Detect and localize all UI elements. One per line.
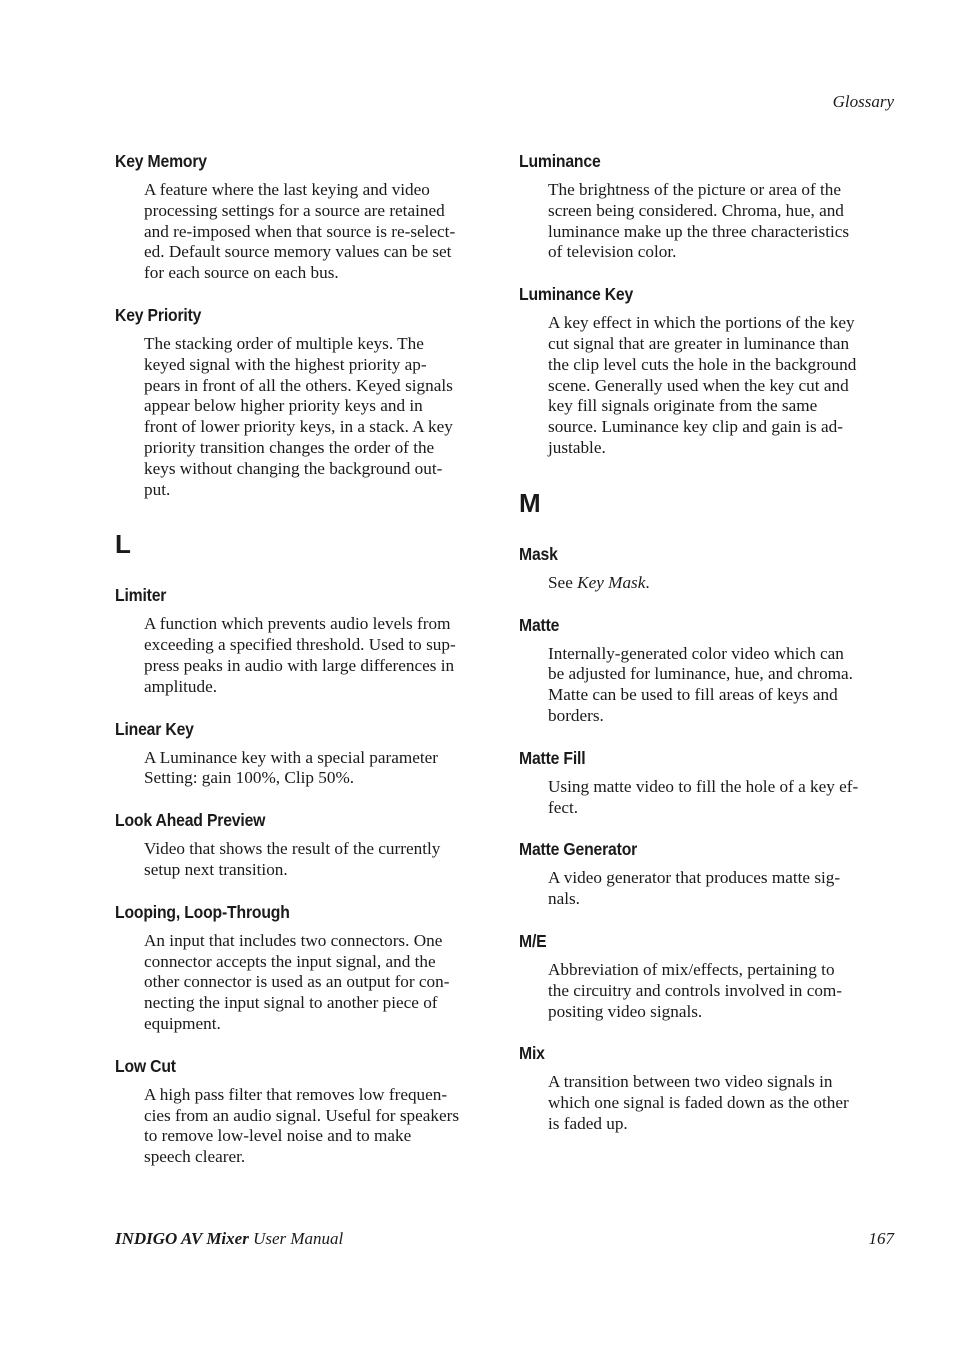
definition-suffix: . [645, 572, 650, 592]
glossary-entry [115, 900, 493, 1035]
glossary-term: Limiter [115, 585, 167, 606]
glossary-definition: A transition between two video signals in which one signal is faded down as the other is faded up. [548, 1072, 849, 1133]
glossary-term: Mask [519, 543, 558, 564]
glossary-term: Look Ahead Preview [115, 810, 266, 831]
glossary-definition: Using matte video to fill the hole of a key ef- fect. [548, 776, 859, 817]
glossary-definition: Internally-generated color video which can be adjusted for luminance, hue, and chroma. Matte can be used to fill areas of keys and borders. [548, 643, 853, 725]
glossary-column-right [519, 149, 897, 1154]
glossary-entry [519, 149, 897, 263]
glossary-definition: The stacking order of multiple keys. The keyed signal with the highest priority ap- pears in front of all the others. Keyed signals appear below higher priority keys and in front of lower priority keys, in a stack. A key priority transition changes the order of the keys without changing the background out- put. [144, 333, 453, 499]
glossary-term: Mix [519, 1043, 545, 1064]
glossary-term: M/E [519, 930, 547, 951]
glossary-entry [519, 1041, 897, 1134]
footer-doc-type: User Manual [253, 1229, 344, 1248]
glossary-term: Luminance Key [519, 284, 634, 305]
glossary-definition: A high pass filter that removes low frequen- cies from an audio signal. Useful for speakers to remove low-level noise and to make speech clearer. [144, 1084, 460, 1167]
glossary-definition: The brightness of the picture or area of the screen being considered. Chroma, hue, and luminance make up the three characteristics of television color. [548, 180, 850, 262]
footer-title [115, 1229, 343, 1249]
glossary-definition: Video that shows the result of the currently setup next transition. [144, 839, 441, 879]
glossary-term: Looping, Loop-Through [115, 901, 290, 922]
glossary-entry [115, 808, 493, 881]
footer-product: INDIGO AV Mixer [115, 1229, 249, 1248]
running-head: Glossary [832, 92, 894, 111]
glossary-term: Low Cut [115, 1055, 176, 1076]
glossary-entry [115, 303, 493, 500]
glossary-definition: A key effect in which the portions of the key cut signal that are greater in luminance than the clip level cuts the hole in the background scene. Generally used when the key cut and key fill signals originate from the same source. Luminance key clip and gain is ad- justable. [548, 313, 857, 457]
page-number: 167 [868, 1229, 894, 1248]
glossary-entry [115, 583, 493, 697]
glossary-definition: An input that includes two connectors. One connector accepts the input signal, and the other connector is used as an output for con- necting the input signal to another piece of equipment. [144, 930, 450, 1033]
glossary-entry [115, 149, 493, 284]
glossary-entry [115, 717, 493, 790]
glossary-entry [519, 746, 897, 819]
glossary-term: Matte Fill [519, 747, 586, 768]
glossary-entry [115, 1054, 493, 1168]
glossary-term: Luminance [519, 151, 601, 171]
section-letter: L [115, 529, 131, 560]
glossary-definition: Abbreviation of mix/effects, pertaining to the circuitry and controls involved in com- positing video signals. [548, 959, 843, 1021]
section-letter: M [519, 487, 541, 518]
glossary-term: Matte [519, 614, 560, 635]
glossary-definition: A Luminance key with a special parameter Setting: gain 100%, Clip 50%. [144, 747, 438, 788]
glossary-entry [519, 282, 897, 459]
glossary-column-left [115, 149, 493, 1187]
glossary-term: Key Memory [115, 151, 207, 171]
glossary-entry [519, 929, 897, 1022]
glossary-definition [548, 573, 897, 594]
glossary-entry [519, 613, 897, 727]
glossary-definition: A feature where the last keying and video processing settings for a source are retained and re-imposed when that source is re-select- ed. Default source memory values can be set for each source on each bus. [144, 180, 456, 283]
cross-reference: Key Mask [577, 572, 646, 592]
glossary-definition: A video generator that produces matte sig- nals. [548, 868, 841, 909]
glossary-term: Linear Key [115, 718, 194, 739]
glossary-term: Matte Generator [519, 839, 638, 860]
glossary-term: Key Priority [115, 304, 202, 325]
glossary-definition: A function which prevents audio levels from exceeding a specified threshold. Used to sup- press peaks in audio with large differences in amplitude. [144, 614, 456, 696]
glossary-entry [519, 837, 897, 910]
glossary-entry [519, 542, 897, 594]
definition-prefix: See [548, 572, 578, 592]
